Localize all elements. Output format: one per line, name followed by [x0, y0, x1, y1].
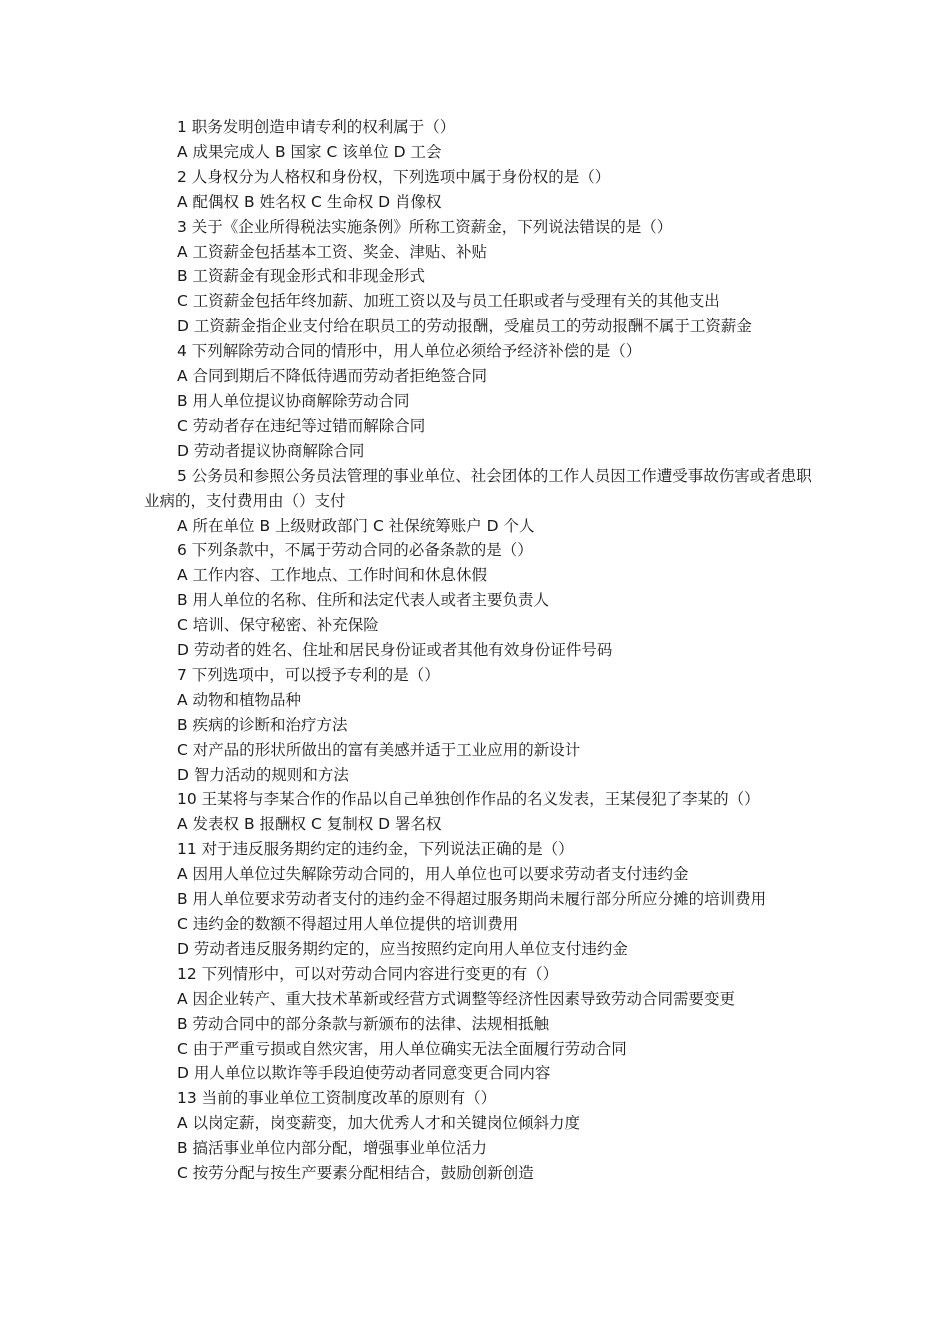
question-1: 1 职务发明创造申请专利的权利属于（） [177, 118, 456, 136]
question-4-option-b: B 用人单位提议协商解除劳动合同 [177, 391, 410, 410]
question-2-options: A 配偶权 B 姓名权 C 生命权 D 肖像权 [177, 192, 442, 211]
question-3-option-c: C 工资薪金包括年终加薪、加班工资以及与员工任职或者与受理有关的其他支出 [177, 292, 720, 311]
question-11-option-c: C 违约金的数额不得超过用人单位提供的培训费用 [177, 915, 519, 933]
question-11: 11 对于违反服务期约定的违约金，下列说法正确的是（） [177, 840, 574, 859]
question-12: 12 下列情形中，可以对劳动合同内容进行变更的有（） [177, 964, 559, 983]
question-3-option-b: B 工资薪金有现金形式和非现金形式 [177, 267, 426, 286]
question-10: 10 王某将与李某合作的作品以自己单独创作作品的名义发表，王某侵犯了李某的（） [177, 790, 760, 809]
question-12-option-a: A 因企业转产、重大技术革新或经营方式调整等经济性因素导致劳动合同需要变更 [177, 989, 736, 1008]
question-11-option-a: A 因用人单位过失解除劳动合同的，用人单位也可以要求劳动者支付违约金 [177, 865, 689, 884]
question-6-option-c: C 培训、保守秘密、补充保险 [177, 616, 379, 635]
question-3: 3 关于《企业所得税法实施条例》所称工资薪金，下列说法错误的是（） [177, 217, 673, 236]
question-2: 2 人身权分为人格权和身份权，下列选项中属于身份权的是（） [177, 167, 611, 186]
question-3-option-a: A 工资薪金包括基本工资、奖金、津贴、补贴 [177, 242, 488, 261]
question-11-option-d: D 劳动者违反服务期约定的，应当按照约定向用人单位支付违约金 [177, 939, 628, 958]
question-7: 7 下列选项中，可以授予专利的是（） [177, 665, 440, 684]
question-13-option-a: A 以岗定薪，岗变薪变，加大优秀人才和关键岗位倾斜力度 [177, 1114, 581, 1133]
question-11-option-b: B 用人单位要求劳动者支付的违约金不得超过服务期尚未履行部分所应分摊的培训费用 [177, 890, 767, 909]
question-4-option-c: C 劳动者存在违纪等过错而解除合同 [177, 416, 426, 435]
question-6-option-d: D 劳动者的姓名、住址和居民身份证或者其他有效身份证件号码 [177, 641, 613, 660]
question-list [144, 115, 824, 1186]
question-4-option-d: D 劳动者提议协商解除合同 [177, 441, 365, 460]
question-3-option-d: D 工资薪金指企业支付给在职员工的劳动报酬，受雇员工的劳动报酬不属于工资薪金 [177, 317, 752, 336]
question-7-option-c: C 对产品的形状所做出的富有美感并适于工业应用的新设计 [177, 740, 581, 759]
question-7-option-b: B 疾病的诊断和治疗方法 [177, 715, 348, 734]
question-7-option-a: A 动物和植物品种 [177, 690, 302, 709]
question-7-option-d: D 智力活动的规则和方法 [177, 765, 349, 784]
question-12-option-b: B 劳动合同中的部分条款与新颁布的法律、法规相抵触 [177, 1014, 550, 1033]
question-5: 5 公务员和参照公务员法管理的事业单位、社会团体的工作人员因工作遭受事故伤害或者患职业病的，支付费用由（）支付 [144, 466, 812, 510]
question-6-option-a: A 工作内容、工作地点、工作时间和休息休假 [177, 566, 488, 585]
question-12-option-c: C 由于严重亏损或自然灾害，用人单位确实无法全面履行劳动合同 [177, 1039, 627, 1058]
question-13: 13 当前的事业单位工资制度改革的原则有（） [177, 1089, 497, 1108]
question-6-option-b: B 用人单位的名称、住所和法定代表人或者主要负责人 [177, 591, 550, 610]
question-5-options: A 所在单位 B 上级财政部门 C 社保统筹账户 D 个人 [177, 516, 535, 535]
question-4: 4 下列解除劳动合同的情形中，用人单位必须给予经济补偿的是（） [177, 342, 642, 361]
question-10-options: A 发表权 B 报酬权 C 复制权 D 署名权 [177, 815, 442, 834]
question-13-option-c: C 按劳分配与按生产要素分配相结合，鼓励创新创造 [177, 1164, 534, 1183]
question-6: 6 下列条款中，不属于劳动合同的必备条款的是（） [177, 541, 533, 560]
question-13-option-b: B 搞活事业单位内部分配，增强事业单位活力 [177, 1139, 488, 1158]
question-12-option-d: D 用人单位以欺诈等手段迫使劳动者同意变更合同内容 [177, 1064, 551, 1083]
question-4-option-a: A 合同到期后不降低待遇而劳动者拒绝签合同 [177, 367, 488, 386]
question-1-options: A 成果完成人 B 国家 C 该单位 D 工会 [177, 142, 442, 161]
